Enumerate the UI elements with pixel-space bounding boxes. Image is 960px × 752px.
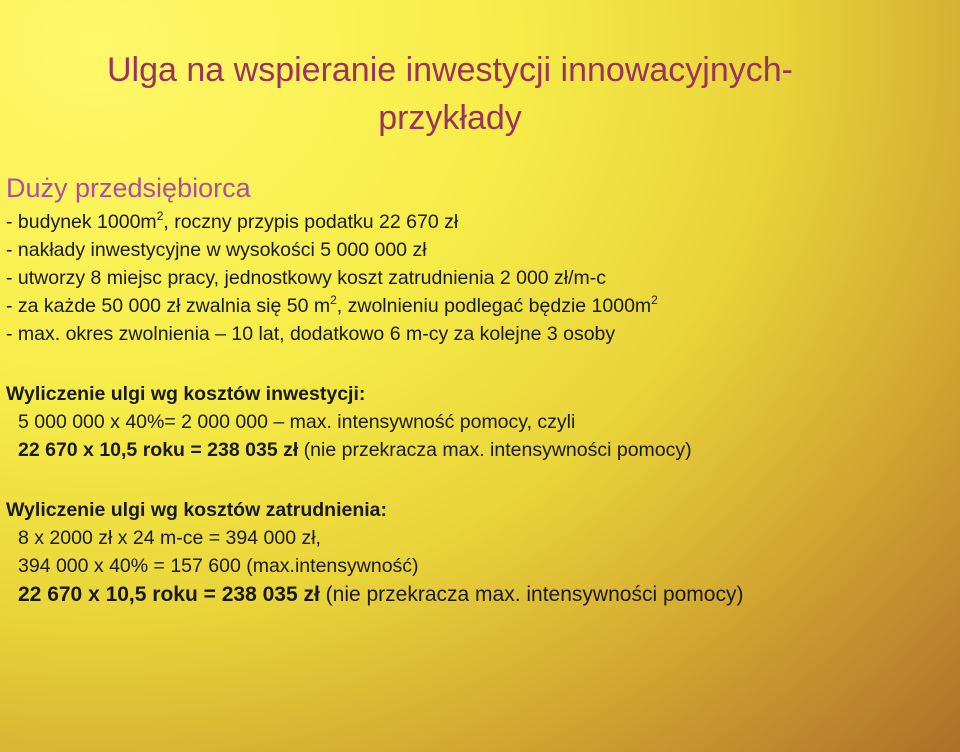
list-item-text: - budynek 1000m <box>6 211 157 233</box>
slide-title <box>0 46 900 142</box>
calc-line: 8 x 2000 zł x 24 m-ce = 394 000 zł, <box>18 527 321 549</box>
list-item: - nakłady inwestycyjne w wysokości 5 000 000 zł <box>6 239 427 261</box>
calc-result: 22 670 x 10,5 roku = 238 035 zł <box>18 583 320 606</box>
superscript: 2 <box>651 293 658 307</box>
calc-line <box>6 580 946 610</box>
list-item: - utworzy 8 miejsc pracy, jednostkowy koszt zatrudnienia 2 000 zł/m-c <box>6 267 607 289</box>
list-item <box>6 208 946 236</box>
list-item-text: , roczny przypis podatku 22 670 zł <box>163 211 459 233</box>
calc-line <box>6 436 946 464</box>
list-item <box>6 292 946 320</box>
slide-title-line-2: przykłady <box>378 99 522 137</box>
section-heading: Duży przedsiębiorca <box>6 173 251 203</box>
superscript: 2 <box>156 209 164 223</box>
investment-calculation-heading: Wyliczenie ulgi wg kosztów inwestycji: <box>6 383 366 405</box>
slide-title-line-1: Ulga na wspieranie inwestycji innowacyjnych- <box>107 51 793 89</box>
calc-note: (nie przekracza max. intensywności pomocy) <box>298 439 692 461</box>
employment-calculation-heading: Wyliczenie ulgi wg kosztów zatrudnienia: <box>6 499 388 521</box>
list-item-text: , zwolnieniu podlegać będzie 1000m <box>336 295 652 317</box>
investment-calculation <box>6 380 946 464</box>
calc-line: 5 000 000 x 40%= 2 000 000 – max. intensywność pomocy, czyli <box>18 411 576 433</box>
list-item: - max. okres zwolnienia – 10 lat, dodatkowo 6 m-cy za kolejne 3 osoby <box>6 323 616 345</box>
employment-calculation <box>6 496 946 610</box>
calc-line: 394 000 x 40% = 157 600 (max.intensywność) <box>18 555 419 577</box>
superscript: 2 <box>330 293 337 307</box>
calc-note: (nie przekracza max. intensywności pomocy) <box>319 583 744 606</box>
facts-list <box>6 208 946 348</box>
list-item-text: - za każde 50 000 zł zwalnia się 50 m <box>6 295 331 317</box>
calc-result: 22 670 x 10,5 roku = 238 035 zł <box>18 439 299 461</box>
